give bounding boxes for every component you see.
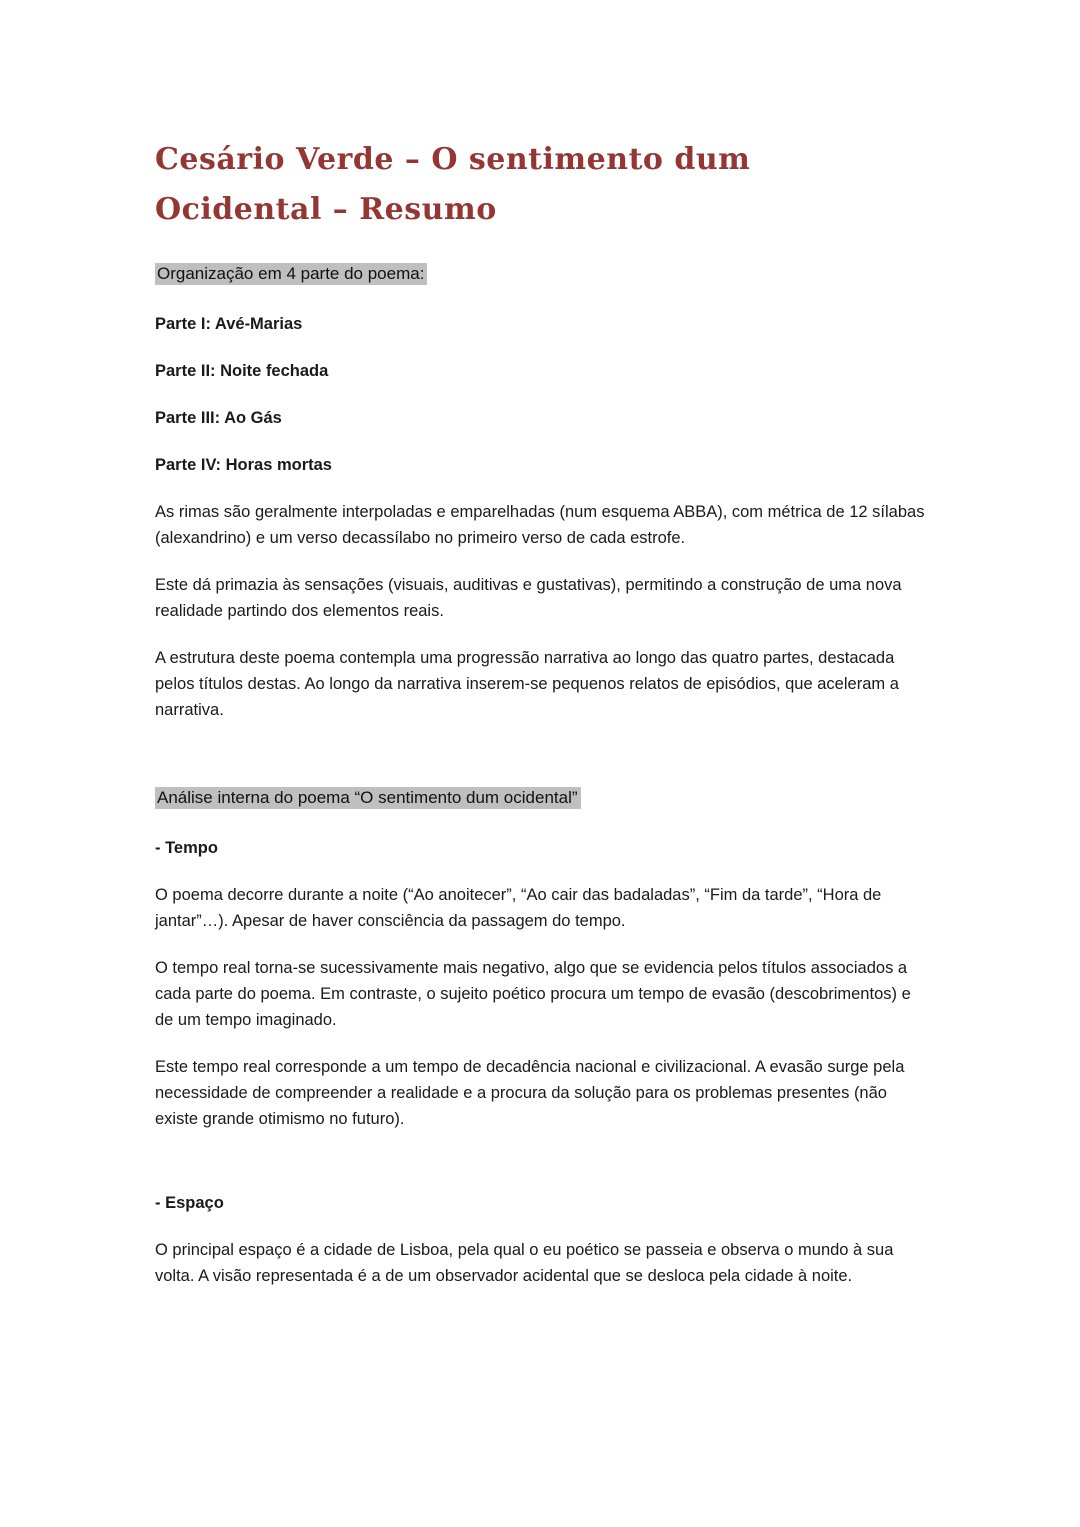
section-heading-analise (155, 785, 928, 811)
section-heading-organizacao (155, 261, 928, 287)
paragraph-tempo-2: O tempo real torna-se sucessivamente mais negativo, algo que se evidencia pelos títulos associados a cada parte do poema. Em contraste, o sujeito poético procura um tempo de evasão (descobrimentos) e de um tempo imaginado. (155, 959, 911, 1029)
paragraph-rimas: As rimas são geralmente interpoladas e emparelhadas (num esquema ABBA), com métrica de 12 sílabas (alexandrino) e um verso decassílabo no primeiro verso de cada estrofe. (155, 503, 925, 547)
subheading-espaco: - Espaço (155, 1194, 224, 1212)
paragraph-tempo-3: Este tempo real corresponde a um tempo de decadência nacional e civilizacional. A evasão surge pela necessidade de compreender a realidade e a procura da solução para os problemas presentes (não existe grande otimismo no futuro). (155, 1058, 905, 1128)
paragraph-estrutura: A estrutura deste poema contempla uma progressão narrativa ao longo das quatro partes, destacada pelos títulos destas. Ao longo da narrativa inserem-se pequenos relatos de episódios, que aceleram a narrativa. (155, 649, 899, 719)
page-title: Cesário Verde – O sentimento dum Ocidental – Resumo (155, 142, 751, 227)
part-line-3: Parte III: Ao Gás (155, 409, 282, 427)
section-heading-analise-text: Análise interna do poema “O sentimento dum ocidental” (155, 787, 581, 809)
paragraph-sensacoes: Este dá primazia às sensações (visuais, auditivas e gustativas), permitindo a construção de uma nova realidade partindo dos elementos reais. (155, 576, 902, 620)
paragraph-tempo-1: O poema decorre durante a noite (“Ao anoitecer”, “Ao cair das badaladas”, “Fim da tarde”, “Hora de jantar”…). Apesar de haver consciência da passagem do tempo. (155, 886, 882, 930)
subheading-tempo: - Tempo (155, 839, 218, 857)
section-heading-organizacao-text: Organização em 4 parte do poema: (155, 263, 427, 285)
paragraph-espaco-1: O principal espaço é a cidade de Lisboa, pela qual o eu poético se passeia e observa o mundo à sua volta. A visão representada é a de um observador acidental que se desloca pela cidade à noite. (155, 1241, 894, 1285)
part-line-4: Parte IV: Horas mortas (155, 456, 332, 474)
part-line-2: Parte II: Noite fechada (155, 362, 329, 380)
part-line-1: Parte I: Avé-Marias (155, 315, 303, 333)
